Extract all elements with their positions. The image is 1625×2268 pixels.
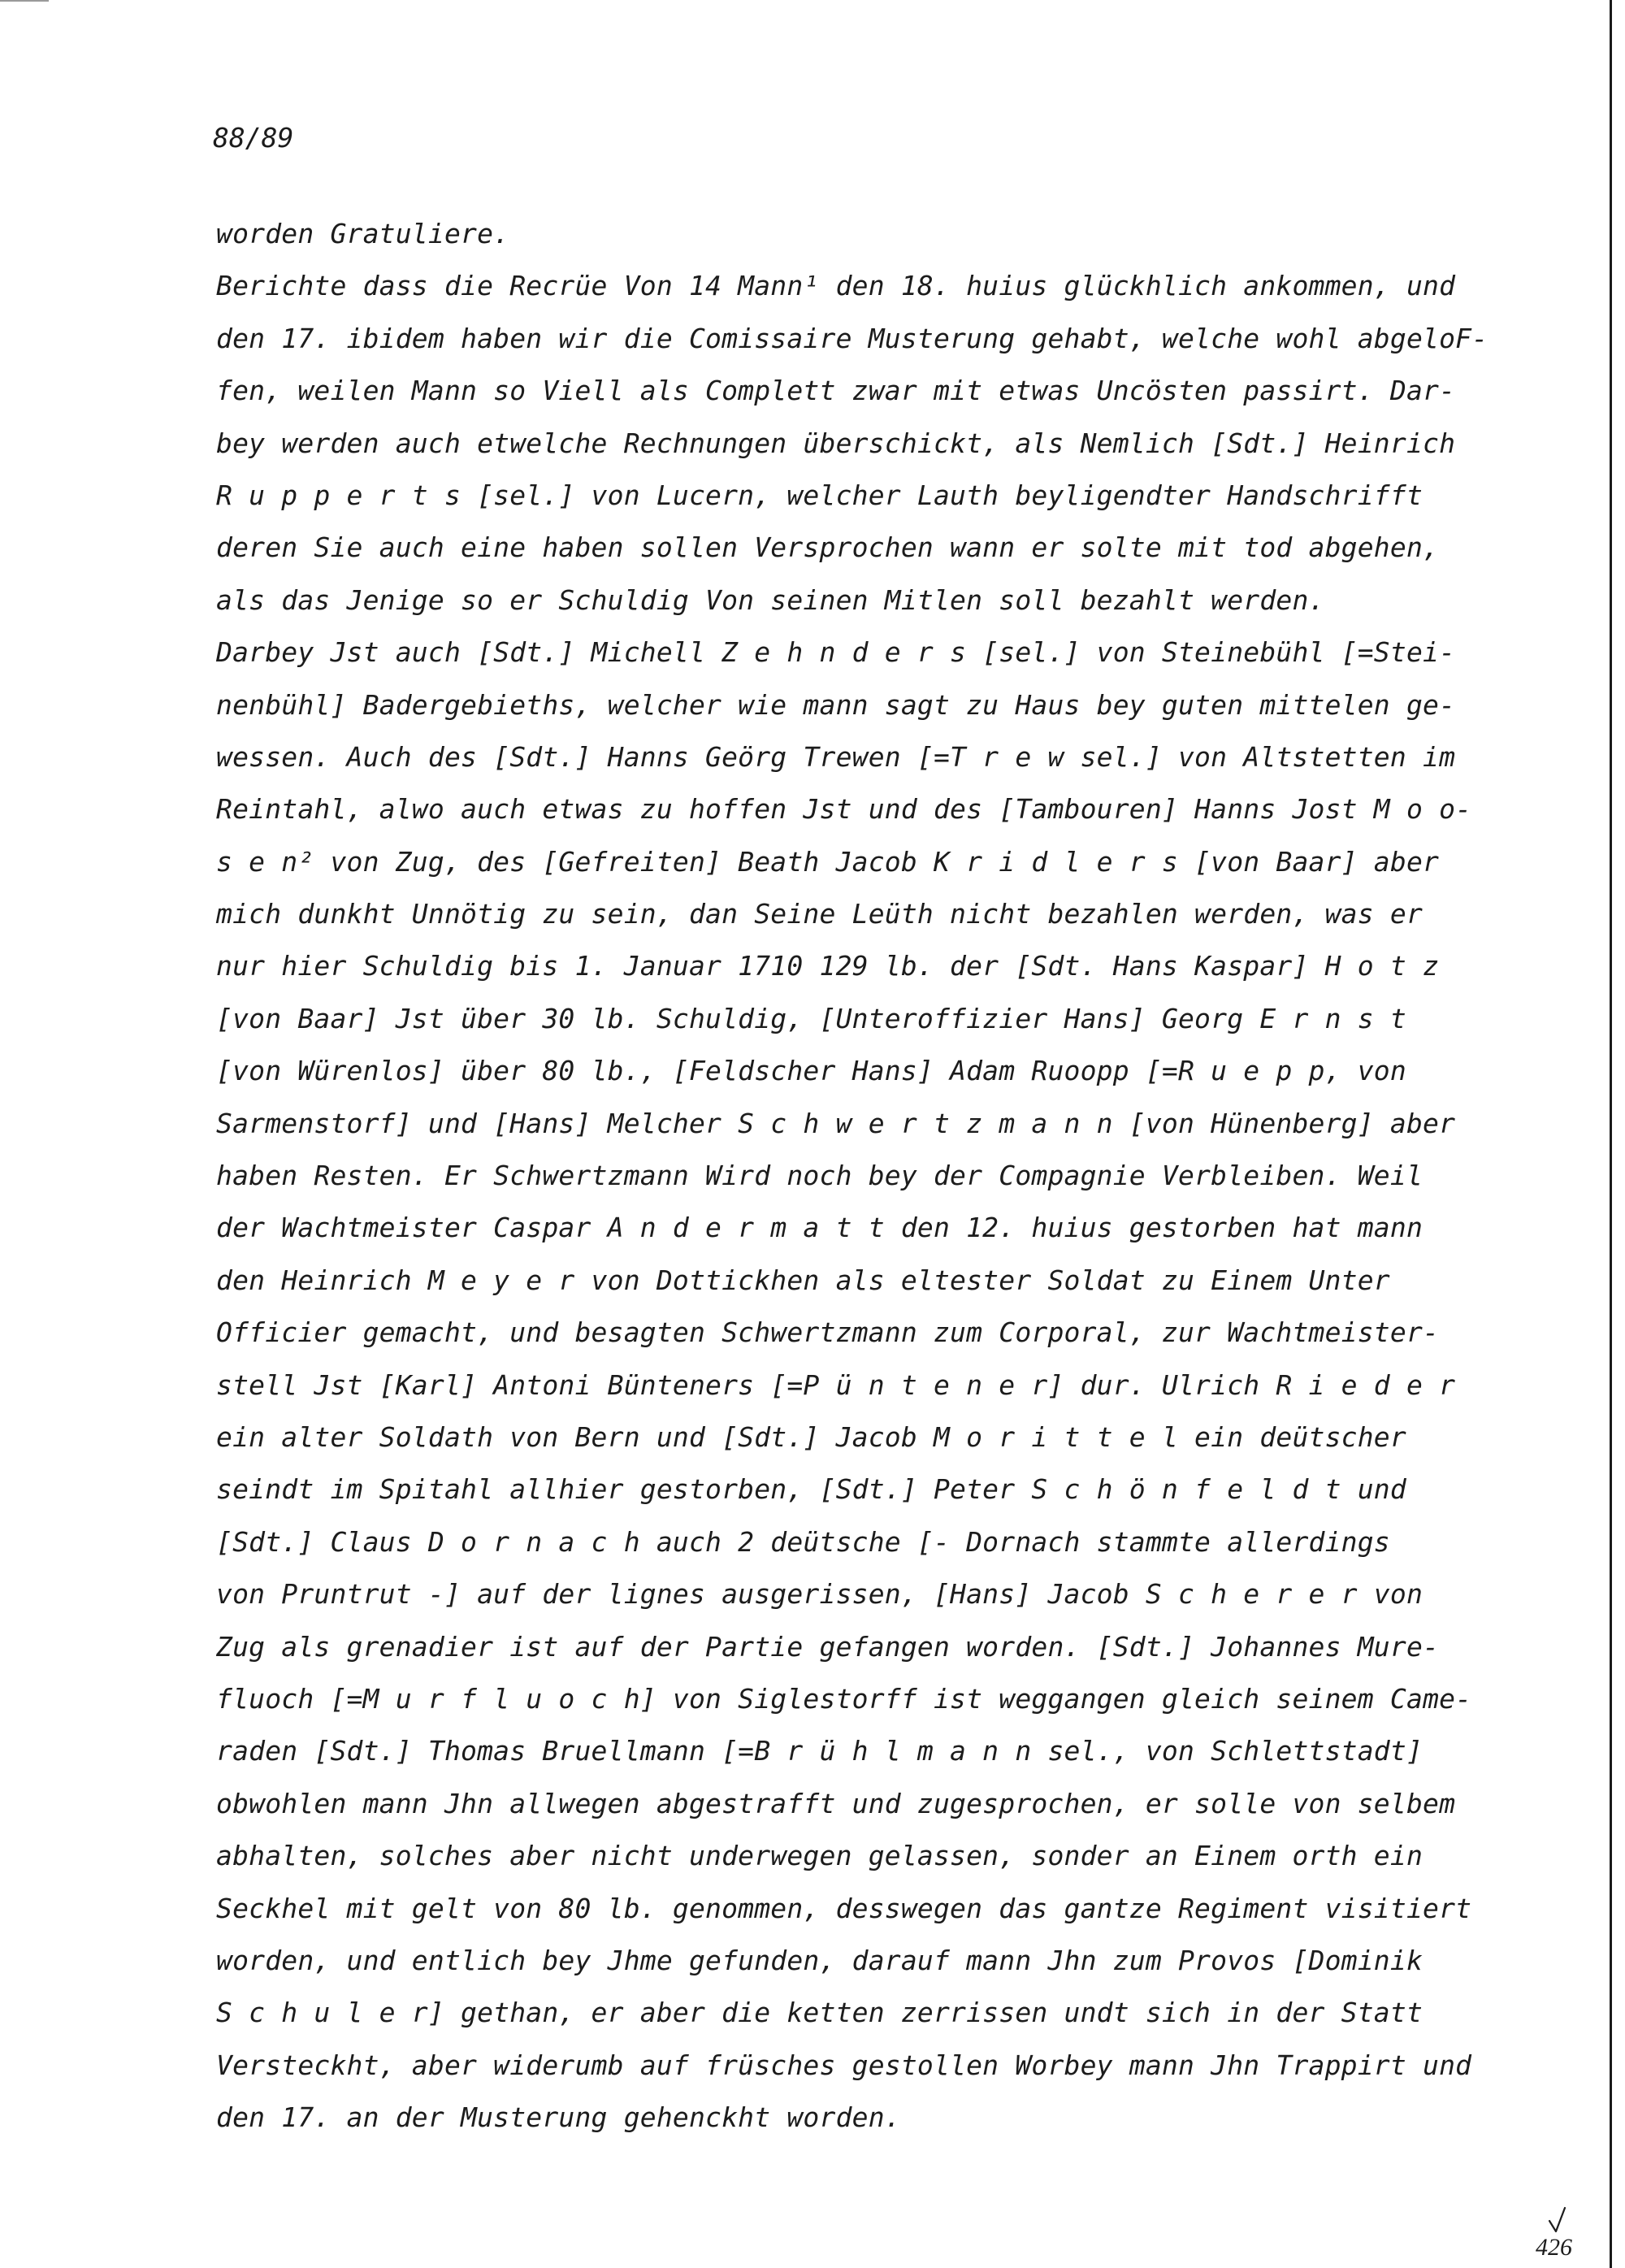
text-line: der Wachtmeister Caspar A n d e r m a t t den 12. huius gestorben hat mann bbox=[216, 1212, 1424, 1244]
archive-mark bbox=[1536, 2206, 1584, 2261]
text-line: [von Würenlos] über 80 lb., [Feldscher Hans] Adam Ruoopp [=R u e p p, von bbox=[216, 1055, 1406, 1087]
text-line: wessen. Auch des [Sdt.] Hanns Geörg Trewen [=T r e w sel.] von Altstetten im bbox=[216, 740, 1456, 773]
text-line: worden, und entlich bey Jhme gefunden, darauf mann Jhn zum Provos [Dominik bbox=[216, 1944, 1424, 1976]
text-line: raden [Sdt.] Thomas Bruellmann [=B r ü h l m a n n sel., von Schlettstadt] bbox=[216, 1735, 1424, 1767]
text-line: Seckhel mit gelt von 80 lb. genommen, desswegen das gantze Regiment visitiert bbox=[216, 1892, 1472, 1924]
text-line: worden Gratuliere. bbox=[216, 218, 510, 249]
text-line: Zug als grenadier ist auf der Partie gefangen worden. [Sdt.] Johannes Mure- bbox=[216, 1630, 1440, 1663]
text-line: s e n² von Zug, des [Gefreiten] Beath Jacob K r i d l e r s [von Baar] aber bbox=[216, 845, 1440, 878]
text-line: haben Resten. Er Schwertzmann Wird noch bey der Compagnie Verbleiben. Weil bbox=[216, 1160, 1424, 1192]
text-line: als das Jenige so er Schuldig Von seinen Mitlen soll bezahlt werden. bbox=[216, 583, 1325, 616]
text-line: Officier gemacht, und besagten Schwertzmann zum Corporal, zur Wachtmeister- bbox=[216, 1316, 1440, 1349]
text-line: den 17. ibidem haben wir die Comissaire Musterung gehabt, welche wohl abgeloF- bbox=[216, 322, 1488, 354]
text-line: Darbey Jst auch [Sdt.] Michell Z e h n d e r s [sel.] von Steinebühl [=Stei- bbox=[216, 636, 1456, 669]
text-line: den Heinrich M e y e r von Dottickhen als eltester Soldat zu Einem Unter bbox=[216, 1264, 1390, 1296]
text-line: ein alter Soldath von Bern und [Sdt.] Jacob M o r i t t e l ein deütscher bbox=[216, 1420, 1406, 1453]
text-line: deren Sie auch eine haben sollen Versprochen wann er solte mit tod abgehen, bbox=[216, 531, 1440, 564]
text-line: R u p p e r t s [sel.] von Lucern, welcher Lauth beyligendter Handschrifft bbox=[216, 479, 1424, 511]
text-line: S c h u l e r] gethan, er aber die ketten zerrissen undt sich in der Statt bbox=[216, 1997, 1424, 2029]
text-line: seindt im Spitahl allhier gestorben, [Sdt.] Peter S c h ö n f e l d t und bbox=[216, 1473, 1406, 1506]
text-line: bey werden auch etwelche Rechnungen überschickt, als Nemlich [Sdt.] Heinrich bbox=[216, 427, 1456, 459]
text-line: fluoch [=M u r f l u o c h] von Siglestorff ist weggangen gleich seinem Came- bbox=[216, 1682, 1472, 1715]
text-line: den 17. an der Musterung gehenckht worden. bbox=[216, 2101, 901, 2134]
text-line: fen, weilen Mann so Viell als Complett zwar mit etwas Uncösten passirt. Dar- bbox=[216, 375, 1456, 407]
text-line: [von Baar] Jst über 30 lb. Schuldig, [Unteroffizier Hans] Georg E r n s t bbox=[216, 1002, 1406, 1034]
text-line: Sarmenstorf] und [Hans] Melcher S c h w e r t z m a n n [von Hünenberg] aber bbox=[216, 1107, 1456, 1139]
page-reference: 88/89 bbox=[213, 122, 294, 154]
check-mark-icon bbox=[1547, 2206, 1568, 2234]
scan-top-edge bbox=[0, 0, 49, 2]
text-line: nur hier Schuldig bis 1. Januar 1710 129 lb. der [Sdt. Hans Kaspar] H o t z bbox=[216, 950, 1440, 982]
text-line: obwohlen mann Jhn allwegen abgestrafft und zugesprochen, er solle von selbem bbox=[216, 1787, 1456, 1819]
text-line: von Pruntrut -] auf der lignes ausgerissen, [Hans] Jacob S c h e r e r von bbox=[216, 1578, 1424, 1611]
text-line: mich dunkht Unnötig zu sein, dan Seine Leüth nicht bezahlen werden, was er bbox=[216, 898, 1424, 930]
scan-right-edge bbox=[1610, 0, 1612, 2268]
transcription-body bbox=[216, 208, 1500, 2144]
text-line: Reintahl, alwo auch etwas zu hoffen Jst und des [Tambouren] Hanns Jost M o o- bbox=[216, 793, 1472, 826]
text-line: abhalten, solches aber nicht underwegen gelassen, sonder an Einem orth ein bbox=[216, 1840, 1424, 1872]
text-line: Versteckht, aber widerumb auf früsches gestollen Worbey mann Jhn Trappirt und bbox=[216, 2049, 1472, 2081]
text-line: nenbühl] Badergebieths, welcher wie mann sagt zu Haus bey guten mittelen ge- bbox=[216, 688, 1456, 721]
text-line: Berichte dass die Recrüe Von 14 Mann¹ den 18. huius glückhlich ankommen, und bbox=[216, 270, 1456, 302]
text-line: stell Jst [Karl] Antoni Bünteners [=P ü n t e n e r] dur. Ulrich R i e d e r bbox=[216, 1368, 1456, 1401]
archive-page-number: 426 bbox=[1536, 2234, 1572, 2261]
text-line: [Sdt.] Claus D o r n a c h auch 2 deütsche [- Dornach stammte allerdings bbox=[216, 1525, 1390, 1558]
